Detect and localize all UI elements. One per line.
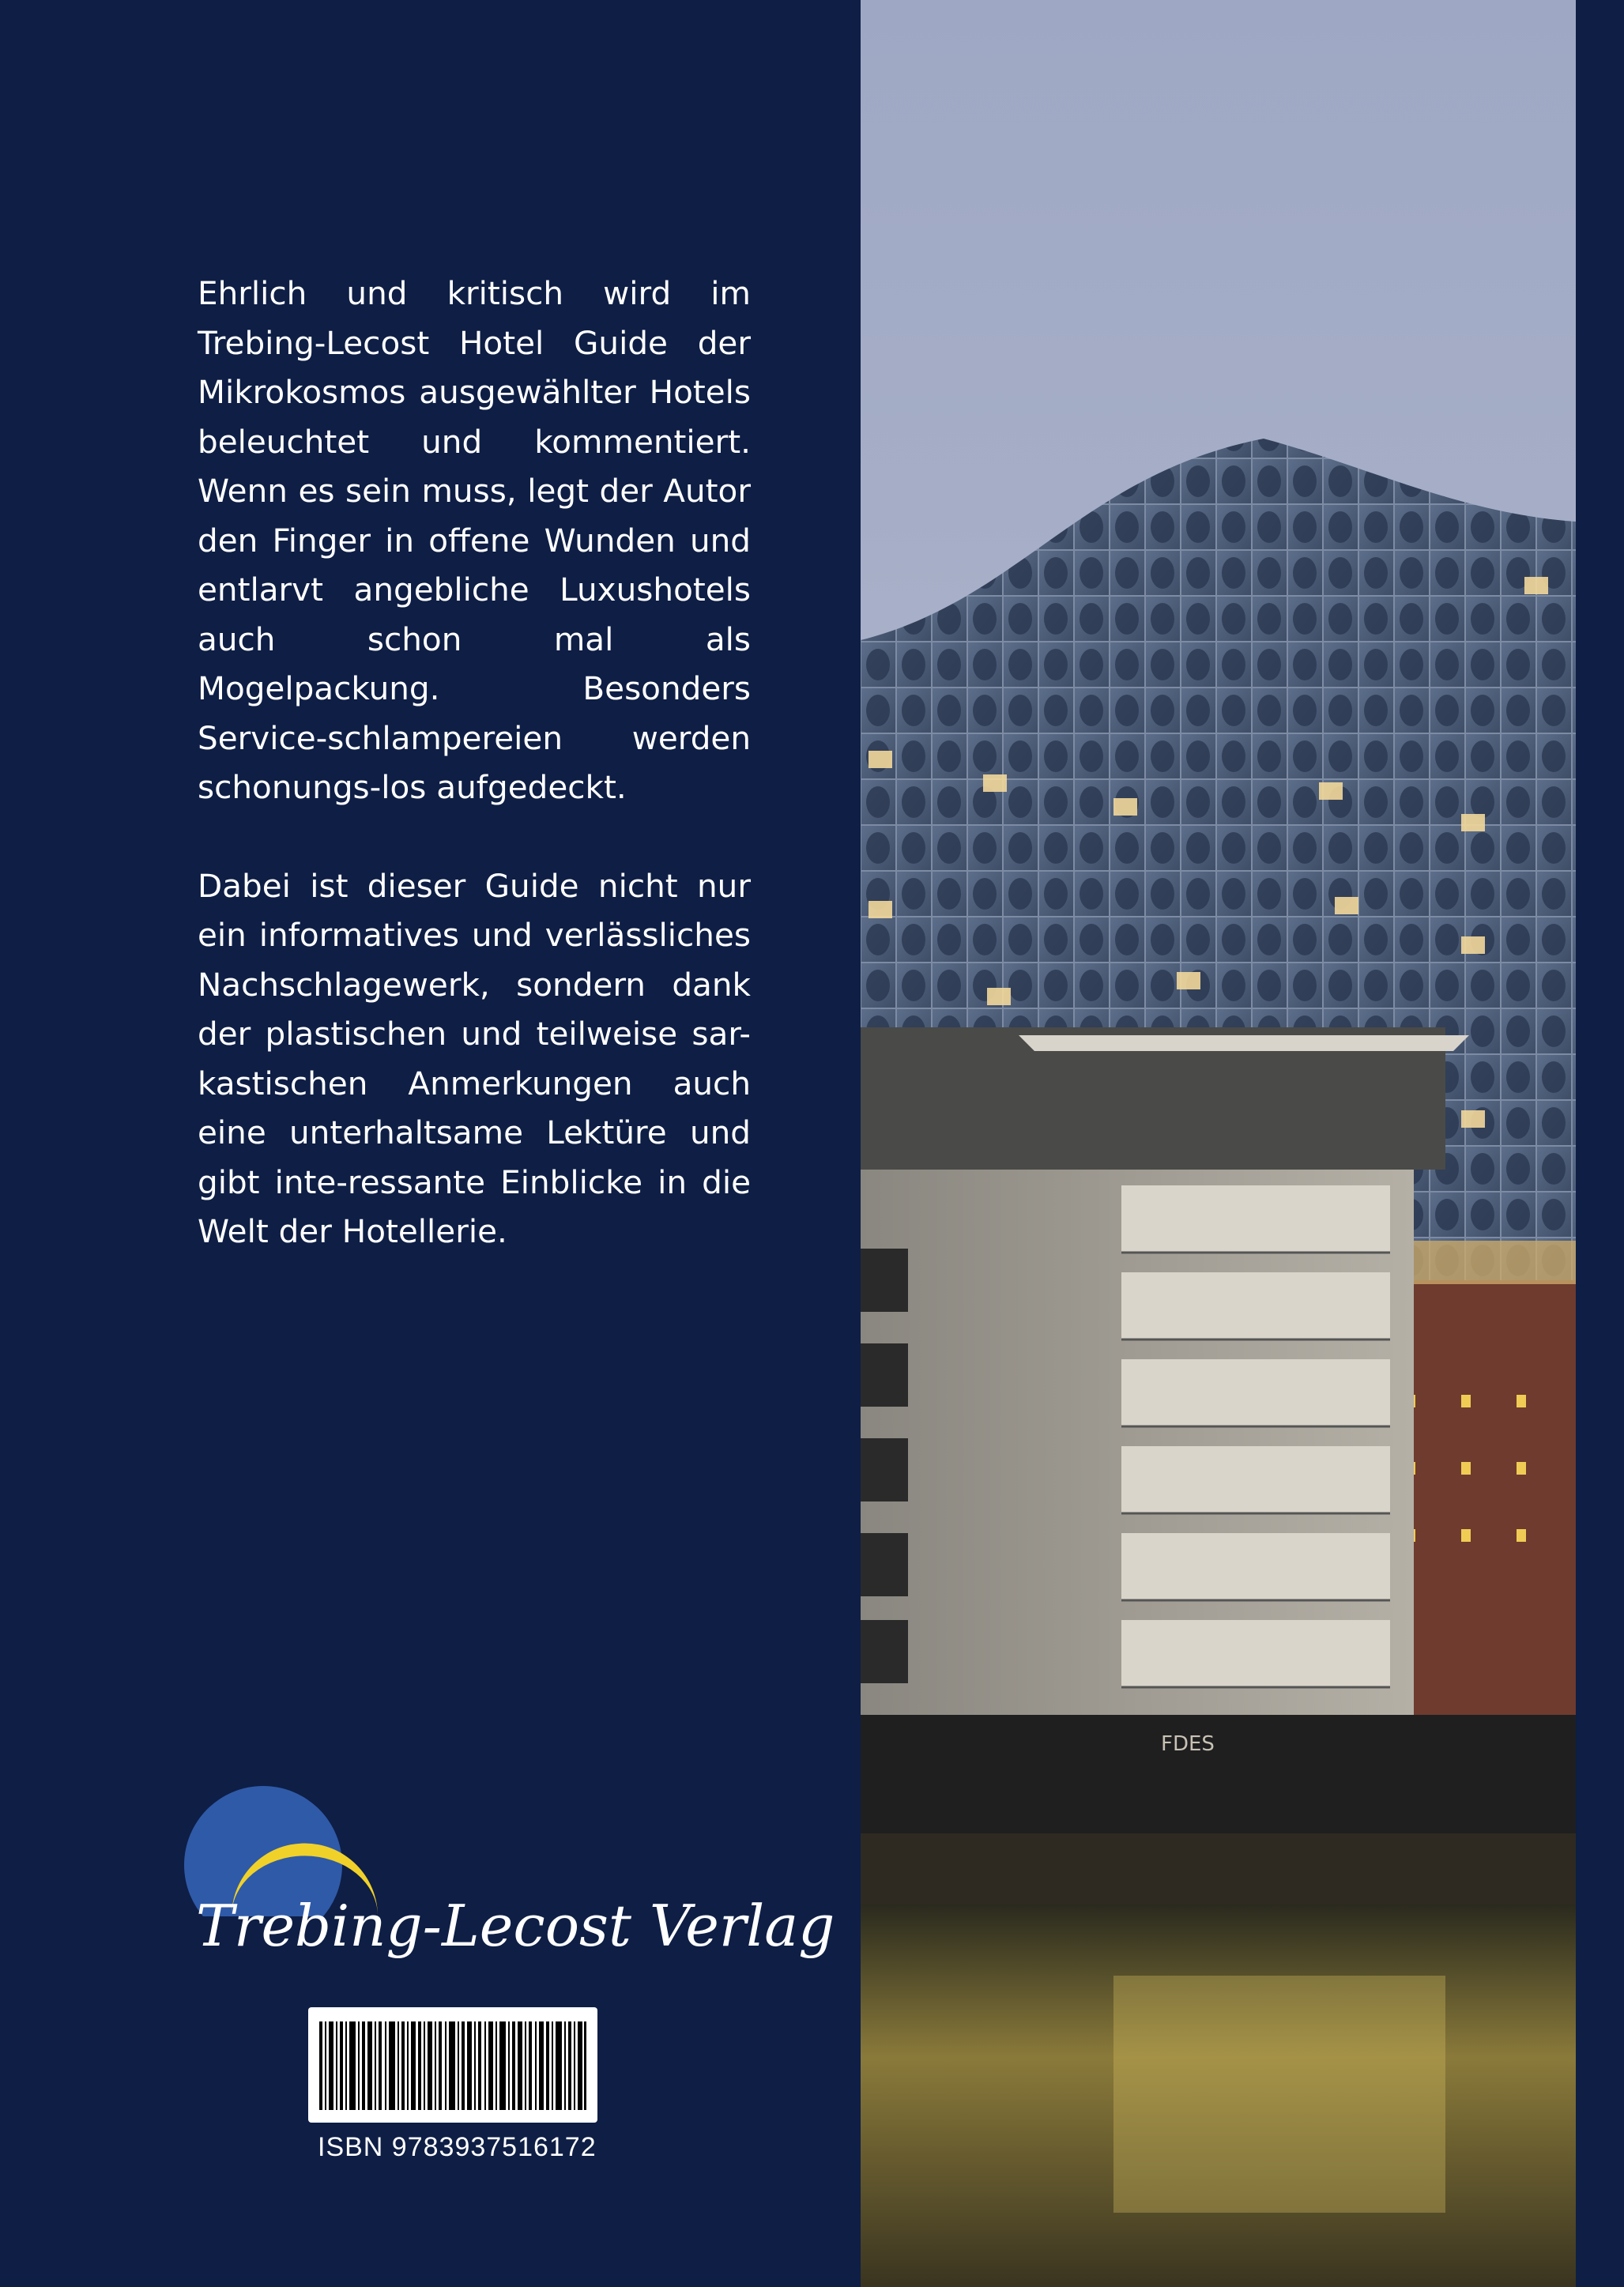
barcode bbox=[308, 2007, 597, 2123]
publisher-name: Trebing-Lecost Verlag bbox=[196, 1893, 835, 1959]
building-sign: FDES bbox=[1161, 1732, 1215, 1756]
barcode-icon bbox=[319, 2021, 586, 2110]
cover-photo-elbphilharmonie bbox=[861, 0, 1576, 2287]
blurb-paragraph-1: Ehrlich und kritisch wird im Trebing-Lecost Hotel Guide der Mikrokosmos ausgewählter Hotels beleuchtet und kommentiert. Wenn es sein muss, legt der Autor den Finger in offene Wunden und entlarvt angebliche Luxushotels auch schon mal als Mogelpackung. Besonders Service-schlampereien werden schonungs-los aufgedeckt. bbox=[198, 274, 751, 806]
blurb-paragraph-2: Dabei ist dieser Guide nicht nur ein informatives und verlässliches Nachschlagewerk, sondern dank der plastischen und teilweise sar-kastischen Anmerkungen auch eine unterhaltsame Lektüre und gibt inte-ressante Einblicke in die Welt der Hotellerie. bbox=[198, 866, 751, 1250]
back-cover-blurb bbox=[198, 269, 751, 1306]
isbn-label: ISBN 9783937516172 bbox=[318, 2132, 597, 2162]
